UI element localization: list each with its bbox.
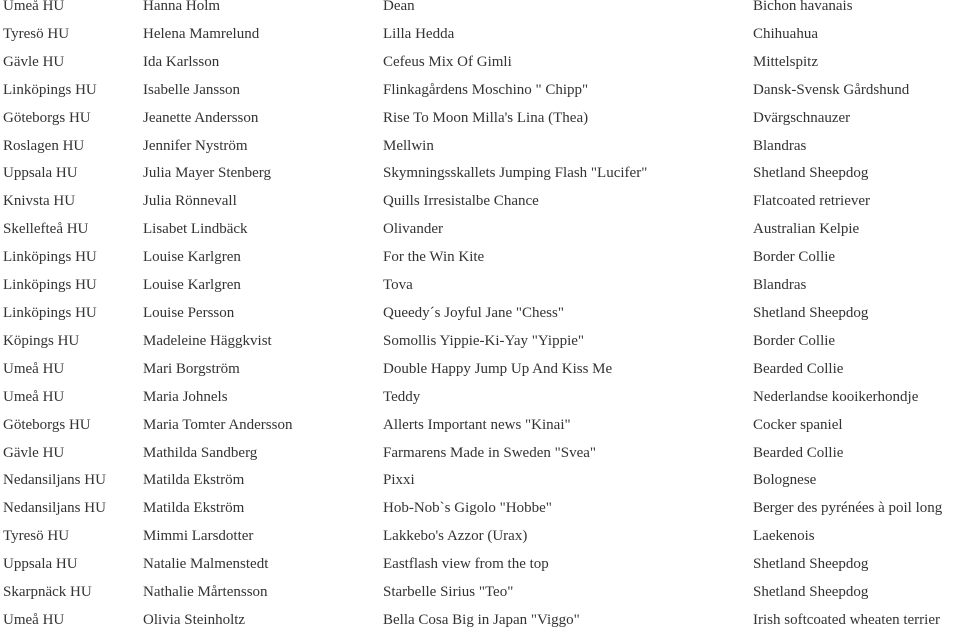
club-cell: Tyresö HU xyxy=(3,528,70,545)
club-cell: Linköpings HU xyxy=(3,277,97,294)
dog-name-cell: Skymningsskallets Jumping Flash "Lucifer" xyxy=(383,165,648,182)
breed-cell: Blandras xyxy=(753,137,807,154)
dog-name-cell: Mellwin xyxy=(383,137,434,154)
dog-name-cell: Lakkebo's Azzor (Urax) xyxy=(383,528,528,545)
club-cell: Skarpnäck HU xyxy=(3,584,92,601)
club-cell: Skellefteå HU xyxy=(3,221,89,238)
breed-cell: Blandras xyxy=(753,277,807,294)
club-cell: Linköpings HU xyxy=(3,81,97,98)
club-cell: Göteborgs HU xyxy=(3,109,91,126)
dog-name-cell: Tova xyxy=(383,277,413,294)
breed-cell: Australian Kelpie xyxy=(753,221,860,238)
handler-cell: Jeanette Andersson xyxy=(143,109,259,126)
club-cell: Knivsta HU xyxy=(3,193,76,210)
handler-cell: Hanna Holm xyxy=(143,0,221,14)
table-row xyxy=(3,384,960,412)
table-row xyxy=(3,356,960,384)
dog-name-cell: Pixxi xyxy=(383,472,415,489)
handler-cell: Olivia Steinholtz xyxy=(143,611,246,628)
handler-cell: Julia Rönnevall xyxy=(143,193,237,210)
table-row xyxy=(3,133,960,161)
table-row xyxy=(3,328,960,356)
breed-cell: Bearded Collie xyxy=(753,444,844,461)
dog-name-cell: Starbelle Sirius "Teo" xyxy=(383,584,514,601)
dog-name-cell: Allerts Important news "Kinai" xyxy=(383,416,571,433)
dog-name-cell: Lilla Hedda xyxy=(383,25,455,42)
dog-name-cell: Bella Cosa Big in Japan "Viggo" xyxy=(383,611,580,628)
dog-name-cell: Rise To Moon Milla's Lina (Thea) xyxy=(383,109,589,126)
table-row xyxy=(3,467,960,495)
breed-cell: Shetland Sheepdog xyxy=(753,165,869,182)
breed-cell: Shetland Sheepdog xyxy=(753,584,869,601)
table-row xyxy=(3,188,960,216)
club-cell: Nedansiljans HU xyxy=(3,500,106,517)
dog-name-cell: Somollis Yippie-Ki-Yay "Yippie" xyxy=(383,332,585,349)
table-row xyxy=(3,77,960,105)
handler-cell: Helena Mamrelund xyxy=(143,25,260,42)
table-row xyxy=(3,272,960,300)
dog-name-cell: For the Win Kite xyxy=(383,249,485,266)
dog-name-cell: Teddy xyxy=(383,388,421,405)
breed-cell: Bolognese xyxy=(753,472,817,489)
dog-name-cell: Farmarens Made in Sweden "Svea" xyxy=(383,444,597,461)
dog-name-cell: Hob-Nob`s Gigolo "Hobbe" xyxy=(383,500,552,517)
handler-cell: Ida Karlsson xyxy=(143,53,220,70)
breed-cell: Bichon havanais xyxy=(753,0,853,14)
dog-name-cell: Eastflash view from the top xyxy=(383,556,549,573)
handler-cell: Louise Karlgren xyxy=(143,277,241,294)
club-cell: Umeå HU xyxy=(3,611,65,628)
club-cell: Tyresö HU xyxy=(3,25,70,42)
breed-cell: Border Collie xyxy=(753,332,836,349)
breed-cell: Dansk-Svensk Gårdshund xyxy=(753,81,910,98)
club-cell: Roslagen HU xyxy=(3,137,85,154)
table-row xyxy=(3,412,960,440)
club-cell: Gävle HU xyxy=(3,53,65,70)
club-cell: Gävle HU xyxy=(3,444,65,461)
breed-cell: Cocker spaniel xyxy=(753,416,843,433)
table-row xyxy=(3,440,960,468)
handler-cell: Jennifer Nyström xyxy=(143,137,248,154)
club-cell: Umeå HU xyxy=(3,388,65,405)
club-cell: Umeå HU xyxy=(3,360,65,377)
table-row xyxy=(3,244,960,272)
club-cell: Umeå HU xyxy=(3,0,65,14)
club-cell: Linköpings HU xyxy=(3,304,97,321)
table-row xyxy=(3,160,960,188)
club-cell: Uppsala HU xyxy=(3,165,78,182)
dog-name-cell: Double Happy Jump Up And Kiss Me xyxy=(383,360,613,377)
club-cell: Nedansiljans HU xyxy=(3,472,106,489)
table-row xyxy=(3,105,960,133)
handler-cell: Madeleine Häggkvist xyxy=(143,332,272,349)
handler-cell: Matilda Ekström xyxy=(143,472,245,489)
handler-cell: Lisabet Lindbäck xyxy=(143,221,248,238)
breed-cell: Shetland Sheepdog xyxy=(753,556,869,573)
handler-cell: Julia Mayer Stenberg xyxy=(143,165,272,182)
club-cell: Linköpings HU xyxy=(3,249,97,266)
table-row xyxy=(3,551,960,579)
club-cell: Uppsala HU xyxy=(3,556,78,573)
table-row xyxy=(3,216,960,244)
breed-cell: Bearded Collie xyxy=(753,360,844,377)
table-row xyxy=(3,495,960,523)
handler-cell: Matilda Ekström xyxy=(143,500,245,517)
club-cell: Göteborgs HU xyxy=(3,416,91,433)
breed-cell: Flatcoated retriever xyxy=(753,193,871,210)
breed-cell: Mittelspitz xyxy=(753,53,818,70)
breed-cell: Dvärgschnauzer xyxy=(753,109,851,126)
dog-name-cell: Queedy´s Joyful Jane "Chess" xyxy=(383,304,564,321)
handler-cell: Mathilda Sandberg xyxy=(143,444,258,461)
handler-cell: Mimmi Larsdotter xyxy=(143,528,254,545)
handler-cell: Nathalie Mårtensson xyxy=(143,584,268,601)
dog-name-cell: Quills Irresistalbe Chance xyxy=(383,193,539,210)
breed-cell: Laekenois xyxy=(753,528,815,545)
dog-name-cell: Dean xyxy=(383,0,415,14)
breed-cell: Nederlandse kooikerhondje xyxy=(753,388,919,405)
table-row xyxy=(3,0,960,21)
table-row xyxy=(3,49,960,77)
handler-cell: Louise Persson xyxy=(143,304,235,321)
handler-cell: Natalie Malmenstedt xyxy=(143,556,269,573)
table-row xyxy=(3,300,960,328)
dog-name-cell: Olivander xyxy=(383,221,443,238)
handler-cell: Louise Karlgren xyxy=(143,249,241,266)
club-cell: Köpings HU xyxy=(3,332,80,349)
breed-cell: Chihuahua xyxy=(753,25,818,42)
table-row xyxy=(3,579,960,607)
table-row xyxy=(3,21,960,49)
dog-name-cell: Flinkagårdens Moschino " Chipp" xyxy=(383,81,589,98)
dog-name-cell: Cefeus Mix Of Gimli xyxy=(383,53,512,70)
breed-cell: Irish softcoated wheaten terrier xyxy=(753,611,940,628)
handler-cell: Mari Borgström xyxy=(143,360,240,377)
breed-cell: Berger des pyrénées à poil long xyxy=(753,500,943,517)
handler-cell: Maria Tomter Andersson xyxy=(143,416,293,433)
table-row xyxy=(3,523,960,551)
handler-cell: Maria Johnels xyxy=(143,388,228,405)
breed-cell: Border Collie xyxy=(753,249,836,266)
handler-cell: Isabelle Jansson xyxy=(143,81,241,98)
participant-table xyxy=(3,0,960,635)
table-body xyxy=(3,0,960,635)
breed-cell: Shetland Sheepdog xyxy=(753,304,869,321)
